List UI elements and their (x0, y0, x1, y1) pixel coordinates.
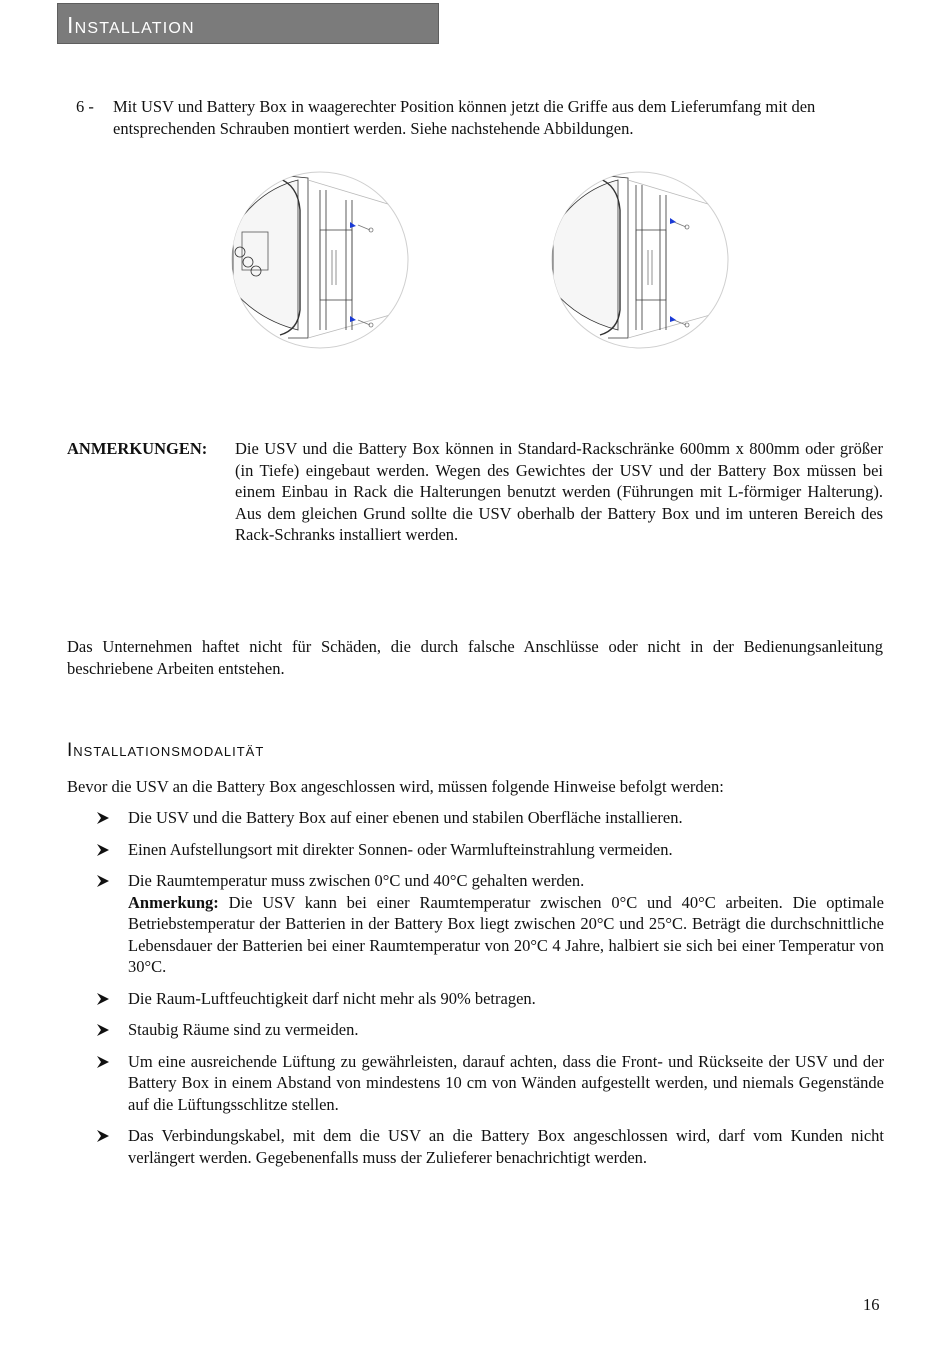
list-item (94, 1019, 884, 1041)
list-item-text: Staubig Räume sind zu vermeiden. (128, 1020, 359, 1039)
list-item (94, 839, 884, 861)
page-number: 16 (863, 1295, 880, 1314)
list-item-text: Die Raumtemperatur muss zwischen 0°C und 40°C gehalten werden. (128, 871, 585, 890)
handle-mounting-figure-2 (548, 170, 733, 352)
installation-requirements-list (94, 807, 884, 1178)
temperature-note-label: Anmerkung: (128, 892, 219, 912)
list-item (94, 807, 884, 829)
arrow-bullet-icon (96, 1129, 110, 1143)
temperature-note-text: Die USV kann bei einer Raumtemperatur zwischen 0°C und 40°C arbeiten. Die optimale Betriebstemperatur der Batterien in der Battery Box liegt zwischen 20°C und 25°C. Beträgt die durchschnittliche Lebensdauer der Batterien bei einer Raumtemperatur von 20°C 4 Jahre, halbiert sie sich bei einer Temperatur von 30°C. (128, 892, 885, 976)
step-text: Mit USV und Battery Box in waagerechter Position können jetzt die Griffe aus dem Lieferumfang mit den entsprechenden Schrauben montiert werden. Siehe nachstehende Abbildungen. (113, 97, 816, 138)
notes-text: Die USV und die Battery Box können in Standard-Rackschränke 600mm x 800mm oder größer (in Tiefe) eingebaut werden. Wegen des Gewichtes der USV und der Battery Box müssen bei einem Einbau in Rack die Halterungen benutzt werden (Führungen mit L-förmiger Halterung). Aus dem gleichen Grund sollte die USV oberhalb der Battery Box und im unteren Bereich des Rack-Schranks installiert werden. (235, 439, 883, 544)
header-banner (57, 3, 439, 44)
step-number: 6 - (76, 97, 94, 116)
list-item (94, 988, 884, 1010)
temperature-note (128, 892, 884, 978)
arrow-bullet-icon (96, 843, 110, 857)
list-item-text: Einen Aufstellungsort mit direkter Sonnen- oder Warmlufteinstrahlung vermeiden. (128, 839, 673, 859)
liability-disclaimer: Das Unternehmen haftet nicht für Schäden, die durch falsche Anschlüsse oder nicht in der Bedienungsanleitung beschriebene Arbeiten entstehen. (67, 637, 883, 678)
notes-block (67, 438, 883, 546)
list-item (94, 1125, 884, 1168)
list-item-text: Um eine ausreichende Lüftung zu gewährleisten, darauf achten, dass die Front- und Rückseite der USV und der Battery Box in einem Abstand von mindestens 10 cm von Wänden aufgestellt werden, und niemals Gegenstände auf die Lüftungsschlitze stellen. (128, 1051, 884, 1114)
step-6 (76, 96, 884, 139)
page-heading: Installation (67, 12, 195, 38)
arrow-bullet-icon (96, 1055, 110, 1069)
arrow-bullet-icon (96, 992, 110, 1006)
notes-label: ANMERKUNGEN: (67, 439, 208, 458)
arrow-bullet-icon (96, 1023, 110, 1037)
arrow-bullet-icon (96, 874, 110, 888)
handle-mounting-figure-1 (228, 170, 413, 352)
arrow-bullet-icon (96, 811, 110, 825)
list-item-text: Das Verbindungskabel, mit dem die USV an die Battery Box angeschlossen wird, darf vom Kunden nicht verlängert werden. Gegebenenfalls muss der Zulieferer benachrichtigt werden. (128, 1126, 884, 1167)
list-item-text: Die Raum-Luftfeuchtigkeit darf nicht mehr als 90% betragen. (128, 988, 536, 1008)
section-intro: Bevor die USV an die Battery Box angeschlossen wird, müssen folgende Hinweise befolgt werden: (67, 777, 724, 796)
list-item (94, 870, 884, 978)
list-item-text: Die USV und die Battery Box auf einer ebenen und stabilen Oberfläche installieren. (128, 808, 683, 827)
section-title: Installationsmodalität (67, 740, 265, 761)
list-item (94, 1051, 884, 1116)
